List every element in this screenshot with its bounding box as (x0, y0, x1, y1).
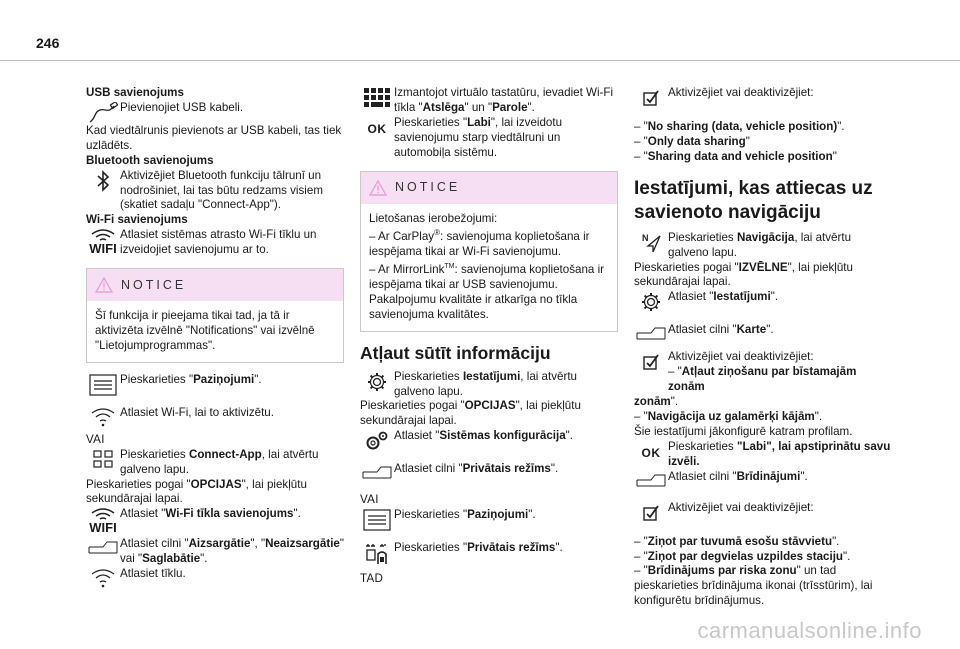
notice-label: NOTICE (121, 277, 187, 292)
keyboard-icon (360, 86, 394, 109)
tab-icon-2 (360, 462, 394, 479)
notifications-list-icon-2 (360, 508, 394, 531)
option-parking: – "Ziņot par tuvumā esošu stāvvietu". (634, 534, 840, 548)
notice-text: Šī funkcija ir pieejama tikai tad, ja tā ir aktivizēta izvēlnē "Notifications" vai izvēlnē "Lietojumprogrammas". (95, 309, 315, 352)
step-ok: Pieskarieties "Labi", lai izveidotu savienojumu starp viedtālruni un automobiļa sistēmu. (394, 115, 563, 159)
step-options: Pieskarieties pogai "OPCIJAS", lai piekļūtu sekundārajai lapai. (86, 477, 307, 506)
usb-title: USB savienojums (86, 86, 184, 99)
step-navigation: Pieskarieties Navigācija, lai atvērtu galveno lapu. (668, 230, 852, 259)
or-label: VAI (86, 432, 105, 446)
usb-line-2: Kad viedtālrunis pievienots ar USB kabeli, tas tiek uzlādēts. (86, 123, 342, 152)
step-select-wifi: Atlasiet Wi-Fi, lai to aktivizētu. (120, 405, 274, 419)
step-alerts-tab: Atlasiet cilni "Brīdinājumi". (668, 469, 808, 483)
step-connect-app: Pieskarieties Connect-App, lai atvērtu galveno lapu. (120, 447, 319, 476)
warning-icon-2 (369, 180, 387, 196)
page-number: 246 (36, 35, 60, 51)
option-hazard-cont: zonām". (634, 395, 679, 409)
wifi-label-icon-2: WIFI (86, 507, 120, 535)
notifications-list-icon (86, 373, 120, 396)
settings-gear-icon-2 (634, 290, 668, 313)
column-2 (360, 86, 618, 587)
step-notifications: Pieskarieties "Paziņojumi". (120, 372, 262, 386)
notice-limits: Lietošanas ierobežojumi: (369, 211, 498, 225)
watermark: carmanualsonline.info (697, 618, 922, 644)
column-1 (86, 86, 344, 588)
notice-carplay: – Ar CarPlay®: savienojuma koplietošana ir iespējama tikai ar Wi-Fi savienojumu. (369, 228, 590, 259)
option-walk: – "Navigācija uz galamērķi kājām". (634, 409, 823, 423)
checkbox-icon-2 (634, 350, 668, 370)
step-private-tab: Atlasiet cilni "Privātais režīms". (394, 462, 559, 476)
option-risk: – "Brīdinājums par riska zonu" un tad pieskarieties brīdinājuma ikonai (trīsstūrim), lai konfigurētu brīdinājumus. (634, 564, 873, 608)
profile-note: Šie iestatījumi jākonfigurē katram profilam. (634, 424, 853, 438)
private-mode-icon (360, 541, 394, 566)
step-menu: Pieskarieties pogai "IZVĒLNE", lai piekļūtu sekundārajai lapai. (634, 260, 853, 289)
step-system-config: Atlasiet "Sistēmas konfigurācija". (394, 429, 573, 443)
tab-icon-4 (634, 470, 668, 487)
notice-mirrorlink: – Ar MirrorLink™: savienojuma koplietošana ir iespējama tikai ar USB savienojumu. (369, 262, 605, 291)
notice-label-2: NOTICE (395, 180, 461, 195)
tab-icon (86, 537, 120, 554)
step-select-network: Atlasiet tīklu. (120, 567, 186, 581)
svg-text:N: N (642, 232, 649, 243)
step-activate-2: Aktivizējiet vai deaktivizējiet: (668, 350, 814, 364)
step-wifi-connection: Atlasiet "Wi-Fi tīkla savienojums". (120, 507, 301, 521)
usb-cable-icon (86, 101, 120, 124)
step-activate: Aktivizējiet vai deaktivizējiet: (668, 86, 814, 99)
then-label: TAD (360, 572, 384, 586)
bluetooth-title: Bluetooth savienojums (86, 153, 214, 167)
option-fuel: – "Ziņot par degvielas uzpildes staciju". (634, 549, 851, 563)
system-config-gears-icon (360, 429, 394, 452)
ok-icon-2: OK (641, 445, 661, 460)
or-label-2: VAI (360, 493, 379, 507)
section-heading-share: Atļaut sūtīt informāciju (360, 342, 551, 363)
wifi-icon (86, 406, 120, 427)
step-keyboard: Izmantojot virtuālo tastatūru, ievadiet Wi-Fi tīkla "Atslēga" un "Parole". (394, 86, 614, 114)
notice-box-1 (86, 268, 344, 363)
option-hazard: – "Atļaut ziņošanu par bīstamajām zonām (668, 365, 857, 394)
navigation-compass-icon (634, 231, 668, 254)
notice-box-2 (360, 171, 618, 332)
checkbox-icon-3 (634, 501, 668, 521)
step-map-tab: Atlasiet cilni "Karte". (668, 323, 774, 337)
step-tabs: Atlasiet cilni "Aizsargātie", "Neaizsargātie" vai "Saglabātie". (120, 537, 344, 566)
header-divider (0, 60, 960, 61)
wifi-icon-2 (86, 567, 120, 588)
wifi-label-icon: WIFI (86, 228, 120, 256)
bluetooth-text: Aktivizējiet Bluetooth funkciju tālrunī un nodrošiniet, lai tas būtu redzams visiem (skatiet sadaļu "Connect-App"). (120, 168, 323, 212)
checkbox-icon (634, 86, 668, 106)
option-data-position: – "Sharing data and vehicle position" (634, 149, 837, 163)
step-settings: Pieskarieties Iestatījumi, lai atvērtu galveno lapu. (394, 369, 578, 398)
ok-icon: OK (367, 121, 387, 136)
tab-icon-3 (634, 323, 668, 340)
usb-line-1: Pievienojiet USB kabeli. (120, 100, 244, 114)
wifi-title: Wi-Fi savienojums (86, 213, 188, 227)
step-private-mode: Pieskarieties "Privātais režīms". (394, 541, 563, 555)
option-data-only: – "Only data sharing" (634, 134, 750, 148)
app-grid-icon (86, 448, 120, 469)
step-options-2: Pieskarieties pogai "OPCIJAS", lai piekļūtu sekundārajai lapai. (360, 399, 581, 428)
section-heading-nav: Iestatījumi, kas attiecas uz savienoto navigāciju (634, 177, 873, 223)
step-notifications-2: Pieskarieties "Paziņojumi". (394, 508, 536, 522)
step-activate-3: Aktivizējiet vai deaktivizējiet: (668, 500, 814, 514)
warning-icon (95, 277, 113, 293)
option-no-sharing: – "No sharing (data, vehicle position)". (634, 120, 845, 133)
step-settings-2: Atlasiet "Iestatījumi". (668, 290, 779, 304)
bluetooth-icon (86, 169, 120, 192)
step-ok-2: Pieskarieties "Labi", lai apstiprinātu savu izvēli. (668, 439, 891, 468)
wifi-text: Atlasiet sistēmas atrasto Wi-Fi tīklu un izveidojiet savienojumu ar to. (120, 228, 317, 257)
column-3 (634, 86, 892, 609)
notice-quality: Pakalpojumu kvalitāte ir atkarīga no tīkla savienojuma kvalitātes. (369, 292, 578, 321)
settings-gear-icon (360, 370, 394, 393)
